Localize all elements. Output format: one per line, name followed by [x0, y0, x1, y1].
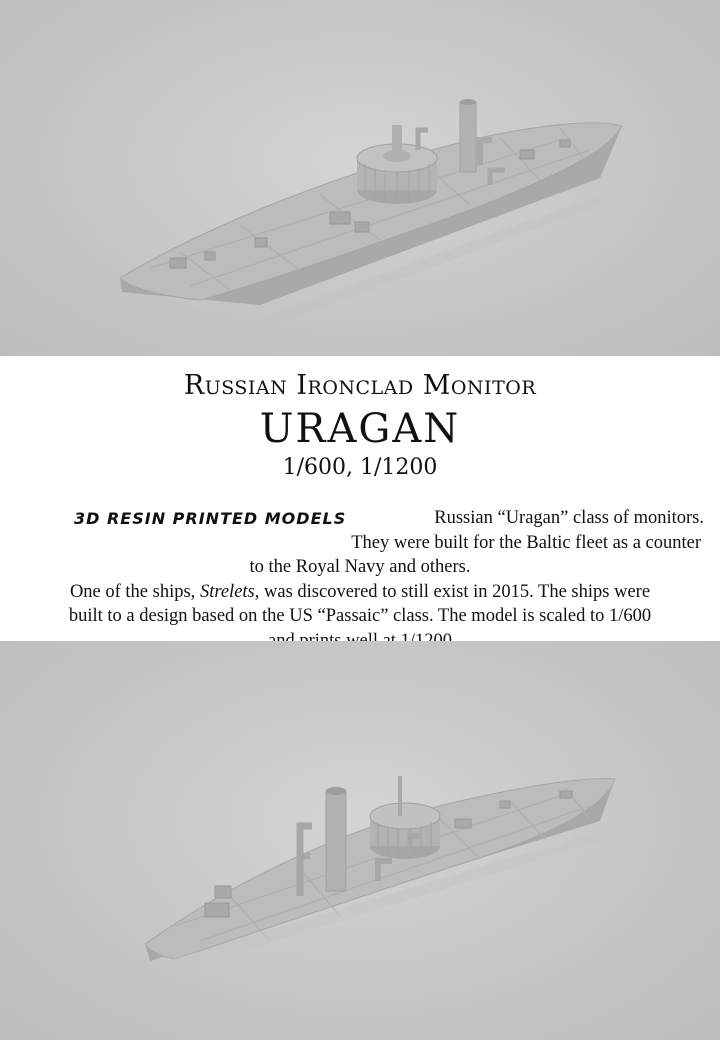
description-line-2: They were built for the Baltic fleet as a counter to the Royal Navy and others. — [249, 532, 702, 577]
description-line-4: built to a design based on the US “Passaic” class. The model is scaled to 1/600 — [68, 606, 652, 626]
product-subtitle: Russian Ironclad Monitor — [183, 370, 537, 401]
scale-options: 1/600, 1/1200 — [282, 455, 438, 480]
product-description — [14, 506, 706, 653]
resin-printed-tag: 3D RESIN PRINTED MODELS — [74, 509, 347, 528]
monitor-model-top-view — [0, 0, 720, 356]
bottom-model-render — [0, 641, 720, 1040]
description-line-3: One of the ships, Strelets, was discovered to still exist in 2015. The ships were — [69, 581, 651, 602]
description-line-1: Russian “Uragan” class of monitors. — [434, 508, 704, 528]
ship-name-strelets: Strelets — [199, 581, 255, 602]
top-model-render — [0, 0, 720, 356]
monitor-model-bottom-view — [0, 641, 720, 1040]
product-title: URAGAN — [259, 406, 461, 452]
description-panel — [0, 356, 720, 641]
